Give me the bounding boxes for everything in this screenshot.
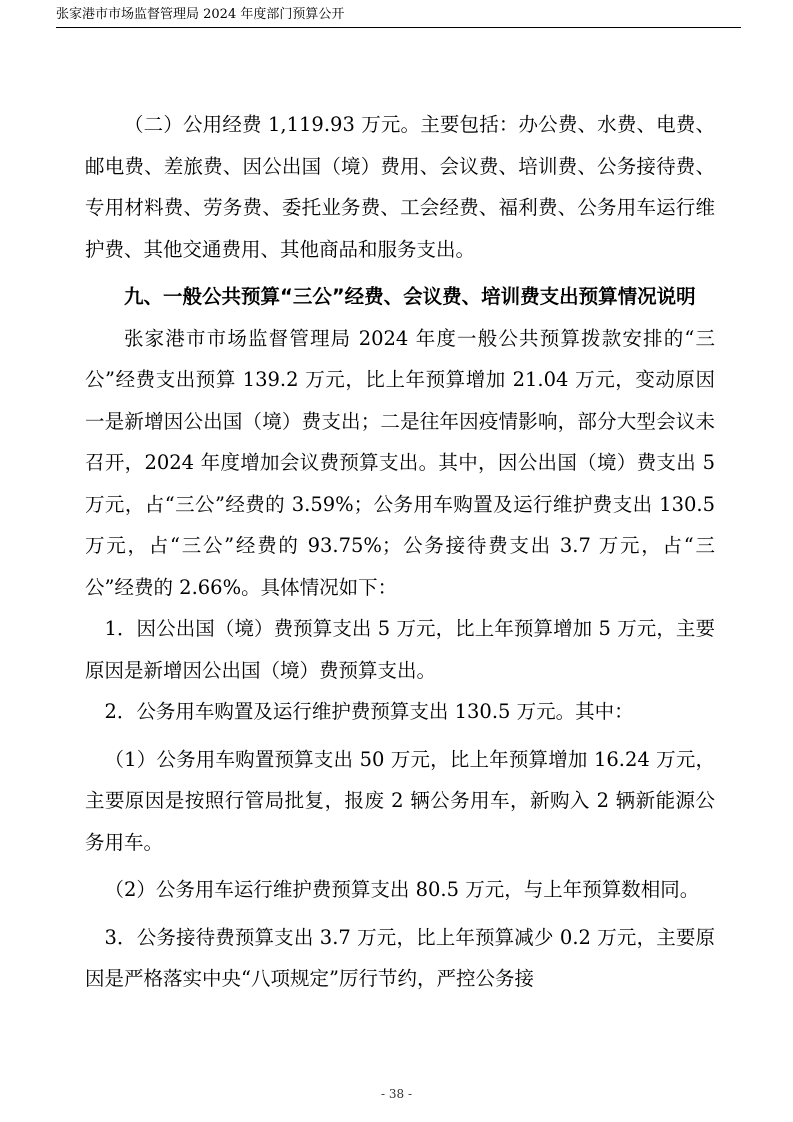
running-header: 张家港市市场监督管理局 2024 年度部门预算公开 — [56, 7, 345, 22]
paragraph-public-expenses: （二）公用经费 1,119.93 万元。主要包括：办公费、水费、电费、邮电费、差旅费、因公出国（境）费用、会议费、培训费、公务接待费、专用材料费、劳务费、委托业务费、工会经费、福利费、公务用车运行维护费、其他交通费用、其他商品和服务支出。 — [85, 113, 715, 261]
paragraph-three-public-overview: 张家港市市场监督管理局 2024 年度一般公共预算拨款安排的“三公”经费支出预算 139.2 万元，比上年预算增加 21.04 万元，变动原因一是新增因公出国（境）费支出；二是往年因疫情影响，部分大型会议未召开，2024 年度增加会议费预算支出。其中，因公出国（境）费支出 5 万元，占“三公”经费的 3.59%；公务用车购置及运行维护费支出 130.5 万元，占“三公”经费的 93.75%；公务接待费支出 3.7 万元，占“三公”经费的 2.66%。具体情况如下： — [85, 326, 715, 599]
page-number: - 38 - — [380, 1087, 412, 1101]
paragraph-overseas-travel: 1．因公出国（境）费预算支出 5 万元，比上年预算增加 5 万元，主要原因是新增因公出国（境）费预算支出。 — [85, 617, 715, 682]
paragraph-vehicle-purchase: （1）公务用车购置预算支出 50 万元，比上年预算增加 16.24 万元，主要原因是按照行管局批复，报废 2 辆公务用车，新购入 2 辆新能源公务用车。 — [85, 747, 715, 854]
paragraph-vehicle-maintenance: （2）公务用车运行维护费预算支出 80.5 万元，与上年预算数相同。 — [104, 878, 700, 901]
paragraph-vehicle-expenses: 2．公务用车购置及运行维护费预算支出 130.5 万元。其中： — [104, 700, 634, 723]
header-divider — [56, 27, 741, 28]
paragraph-reception-expenses: 3．公务接待费预算支出 3.7 万元，比上年预算减少 0.2 万元，主要原因是严格落实中央“八项规定”厉行节约，严控公务接 — [85, 925, 715, 990]
document-body — [85, 104, 715, 1000]
section-heading-three-public: 九、一般公共预算“三公”经费、会议费、培训费支出预算情况说明 — [124, 285, 696, 308]
